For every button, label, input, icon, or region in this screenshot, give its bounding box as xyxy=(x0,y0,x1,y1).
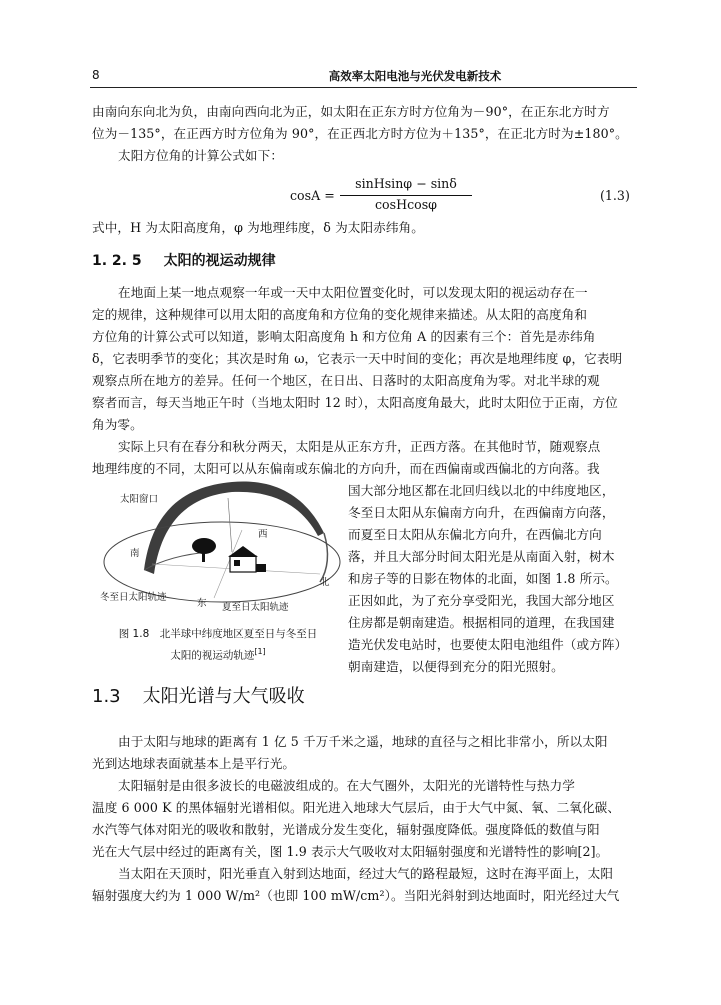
paragraph-line: 正因如此，为了充分享受阳光，我国大部分地区 xyxy=(348,593,615,608)
label-west: 西 xyxy=(258,529,268,540)
page-number: 8 xyxy=(92,68,100,82)
paragraph-line: 落，并且大部分时间太阳光是从南面入射，树木 xyxy=(348,549,615,564)
paragraph-line: 冬至日太阳从东偏南方向升，在西偏南方向落， xyxy=(348,505,615,520)
paragraph-line: 地理纬度的不同，太阳可以从东偏南或东偏北的方向升，而在西偏南或西偏北的方向落。我 xyxy=(92,461,600,476)
section-number: 1.3 xyxy=(92,686,121,707)
section-heading-1-3 xyxy=(92,682,305,708)
paragraph-line: 定的规律，这种规律可以用太阳的高度角和方位角的变化规律来描述。从太阳的高度角和 xyxy=(92,307,588,322)
house-body xyxy=(230,556,256,572)
paragraph-line: 太阳辐射是由很多波长的电磁波组成的。在大气圈外，太阳光的光谱特性与热力学 xyxy=(118,778,575,793)
paragraph-line: 角为零。 xyxy=(92,417,143,432)
tree-trunk xyxy=(202,550,205,562)
label-north: 北 xyxy=(320,577,330,588)
header-rule xyxy=(90,87,637,88)
caption-text: 太阳的视运动轨迹 xyxy=(170,649,255,662)
paragraph-line: 由南向东向北为负，由南向西向北为正，如太阳在正东方时方位角为－90°，在正东北方时方 xyxy=(92,104,610,119)
formula-denominator: cosHcosφ xyxy=(375,197,437,212)
running-title: 高效率太阳电池与光伏发电新技术 xyxy=(328,69,502,83)
paragraph-line: 光到达地球表面就基本上是平行光。 xyxy=(92,756,296,771)
label-south: 南 xyxy=(130,548,140,559)
paragraph-line: 在地面上某一地点观察一年或一天中太阳位置变化时，可以发现太阳的视运动存在一 xyxy=(118,285,588,300)
paragraph-line: 察者而言，每天当地正午时（当地太阳时 12 时），太阳高度角最大，此时太阳位于正南，方位 xyxy=(92,395,618,410)
azimuth-formula xyxy=(290,176,540,216)
paragraph-line: 光在大气层中经过的距离有关，图 1.9 表示大气吸收对太阳辐射强度和光谱特性的影响[2]。 xyxy=(92,844,609,859)
section-title: 太阳的视运动规律 xyxy=(163,253,276,269)
fraction-bar xyxy=(340,195,472,196)
caption-ref: [1] xyxy=(254,647,266,656)
house-window xyxy=(234,560,240,566)
paragraph-line: 住房都是朝南建造。根据相同的道理，在我国建 xyxy=(348,615,615,630)
formula-lhs: cosA = xyxy=(290,188,335,203)
paragraph-line: 造光伏发电站时，也要使太阳电池组件（或方阵） xyxy=(348,637,628,652)
paragraph-line: 而夏至日太阳从东偏北方向升，在西偏北方向 xyxy=(348,527,602,542)
house-roof xyxy=(228,546,258,557)
section-heading-1-2-5 xyxy=(92,250,276,270)
label-east: 东 xyxy=(197,598,207,609)
paragraph-line: 位为－135°，在正西方时方位角为 90°，在正西北方时方位为＋135°，在正北方时为±180°。 xyxy=(92,126,628,141)
label-sun-window: 太阳窗口 xyxy=(120,494,159,505)
section-title: 太阳光谱与大气吸收 xyxy=(142,686,305,707)
paragraph-line: δ，它表明季节的变化；其次是时角 ω，它表示一天中时间的变化；再次是地理纬度 φ，它表明 xyxy=(92,351,623,366)
section-number: 1. 2. 5 xyxy=(92,253,142,269)
paragraph-line: 水汽等气体对阳光的吸收和散射，光谱成分发生变化，辐射强度降低。强度降低的数值与阳 xyxy=(92,822,600,837)
paragraph-line: 辐射强度大约为 1 000 W/m²（也即 100 mW/cm²）。当阳光斜射到达地面时，阳光经过大气 xyxy=(92,888,620,903)
sun-path-figure xyxy=(92,478,344,626)
caption-line-2 xyxy=(92,643,344,665)
paragraph-line: 太阳方位角的计算公式如下： xyxy=(118,148,284,163)
paragraph-line: 国大部分地区都在北回归线以北的中纬度地区， xyxy=(348,483,615,498)
paragraph-line: 由于太阳与地球的距离有 1 亿 5 千万千米之遥，地球的直径与之相比非常小，所以太阳 xyxy=(118,734,608,749)
paragraph-line: 方位角的计算公式可以知道，影响太阳高度角 h 和方位角 A 的因素有三个：首先是赤纬角 xyxy=(92,329,596,344)
paragraph-line: 当太阳在天顶时，阳光垂直入射到达地面，经过大气的路程最短，这时在海平面上，太阳 xyxy=(118,866,614,881)
paragraph-line: 和房子等的日影在物体的北面，如图 1.8 所示。 xyxy=(348,571,618,586)
paragraph-line: 朝南建造，以便得到充分的阳光照射。 xyxy=(348,659,564,674)
figure-caption xyxy=(92,626,344,665)
label-winter-track: 冬至日太阳轨迹 xyxy=(100,592,167,603)
sun-ray xyxy=(228,498,232,552)
caption-line: 图 1.8 北半球中纬度地区夏至日与冬至日 xyxy=(118,628,318,640)
paragraph-line: 温度 6 000 K 的黑体辐射光谱相似。阳光进入地球大气层后，由于大气中氮、氧、二氧化碳、 xyxy=(92,800,621,815)
equation-number: (1.3) xyxy=(600,188,630,203)
paragraph-line: 观察点所在地方的差异。任何一个地区，在日出、日落时的太阳高度角为零。对北半球的观 xyxy=(92,373,600,388)
paragraph-line: 实际上只有在春分和秋分两天，太阳是从正东方升，正西方落。在其他时节，随观察点 xyxy=(118,439,601,454)
house-shadow xyxy=(256,564,266,572)
label-summer-track: 夏至日太阳轨迹 xyxy=(222,602,289,613)
paragraph-line: 式中，H 为太阳高度角，φ 为地理纬度，δ 为太阳赤纬角。 xyxy=(92,220,424,235)
formula-numerator: sinHsinφ − sinδ xyxy=(355,176,457,191)
